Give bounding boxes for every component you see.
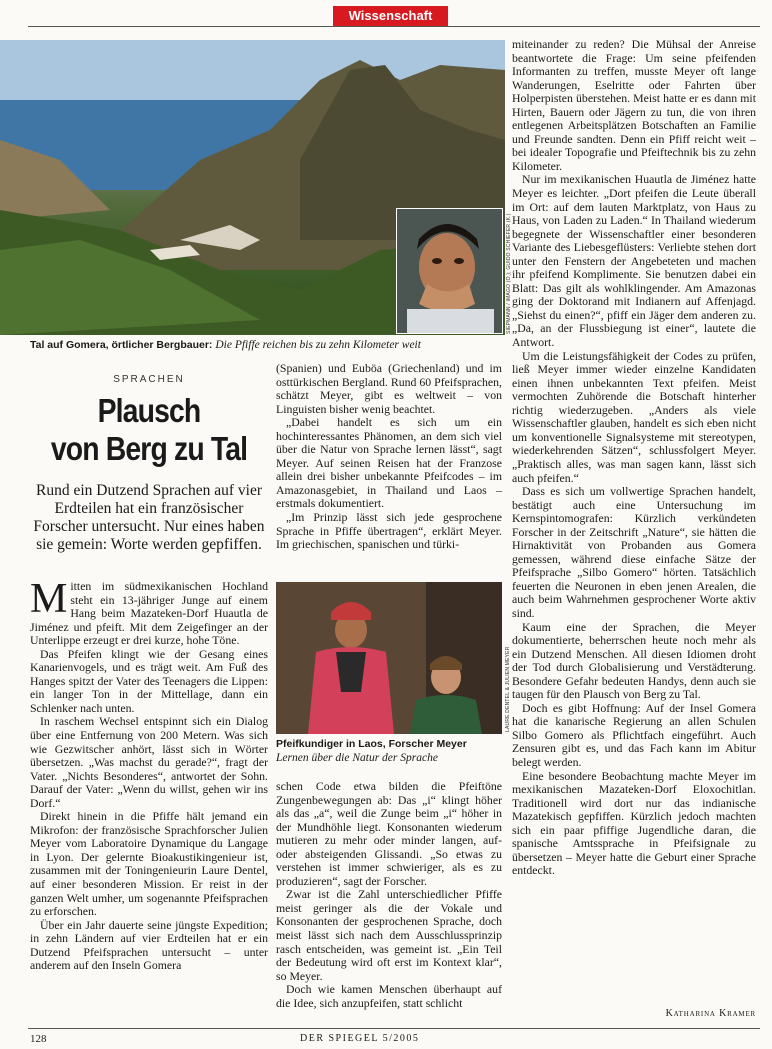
- author-byline: Katharina Kramer: [665, 1008, 756, 1019]
- section-label: Wissenschaft: [333, 6, 448, 26]
- caption-main-italic: Die Pfiffe reichen bis zu zehn Kilometer weit: [215, 339, 421, 351]
- paragraph: Dass es sich um vollwertige Sprachen handelt, bestätigt auch eine Untersuchung im Kernspintomografen: Kürzlich verkündeten Forscher in der Zeitschrift „Nature“, sie hätten die Hirnaktivität von Probanden aus Gomera gemessen, während diese einfache Sätze der Pfeifsprache „Silbo Gomero“ hörten. Tatsächlich feuerten die Neuronen in eben jenen Arealen, die auch beim Wahrnehmen gesprochener Worte aktiv sind.: [512, 484, 756, 620]
- photo-caption-main: [30, 338, 510, 352]
- paragraph: „Im Prinzip lässt sich jede gesprochene Sprache in Pfiffe übertragen“, erklärt Meyer. Im griechischen, spanischen und türki-: [276, 510, 502, 552]
- paragraph: (Spanien) und Euböa (Griechenland) und im osttürkischen Bergland. Rund 60 Pfeifsprachen, schätzt Meyer, gibt es weltweit – von Linguisten bisher wenig beachtet.: [276, 361, 502, 416]
- paragraph: Direkt hinein in die Pfiffe hält jemand ein Mikrofon: der französische Sprachforscher Julien Meyer vom Laboratoire Dynamique du Langage in Lyon. Der gelernte Bioakustikingenieur ist, zusammen mit der Toningenieurin Laure Dentel, auf einer besonderen Mission. Er reist in der ganzen Welt umher, um sogenannte Pfeifsprachen zu erforschen.: [30, 809, 268, 919]
- kicker: SPRACHEN: [113, 374, 185, 385]
- paragraph: Eine besondere Beobachtung machte Meyer im mexikanischen Mazateken-Dorf Eloxochitlan. Traditionell wird dort nur das indianische Mazatekisch gepfiffen. Kürzlich jedoch machten sich ein paar pfiffige Jugendliche daran, die spanische Amtssprache in Pfeifsignale zu übersetzen – Meyer hatte die Geburt einer Sprache entdeckt.: [512, 768, 756, 878]
- paragraph: Nur im mexikanischen Huautla de Jiménez hatte Meyer es leichter. „Dort pfeifen die Leute überall im Ort: auf dem lauten Marktplatz, von Haus zu Haus, von Laden zu Laden.“ In Thailand wiederum begegnete der Wissenschaftler einer besonderen Variante des Liebesgeflüsters: Verliebte stehen dort unter den Fenstern der Angebeteten und machen ihr pfeifend Komplimente. Sie benutzen dabei ein Blatt: Das gilt als wohlklingender. Am Amazonas ging der Doktorand mit Indianern auf Affenjagd. „Siehst du einen?“, pfiff ein Jäger dem anderen zu. „Da, an der Flussbiegung ist einer“, lautete die Antwort.: [512, 172, 756, 350]
- article-column-1: [30, 576, 268, 973]
- article-column-2-bottom: [276, 780, 502, 1010]
- caption-main-bold: Tal auf Gomera, örtlicher Bergbauer:: [30, 339, 213, 351]
- paragraph: miteinander zu reden? Die Mühsal der Anreise beantwortete die Frage: Um seine pfeifenden Informanten zu treffen, musste Meyer oft lange Wanderungen, Eselritte oder Fahrten über Holperpisten überstehen. Meist hatte er es dann mit Hirten, Bauern oder Jägern zu tun, die von ihren entlegenen Arbeitsplätzen Botschaften an Familie und Freunde sandten. Denn ein Pfiff reicht weit – bei idealer Topografie und Pfeiftechnik bis zu zehn Kilometer.: [512, 37, 756, 173]
- headline-line-2: von Berg zu Tal: [50, 430, 248, 467]
- caption-laos-bold: Pfeifkundiger in Laos, Forscher Meyer: [276, 738, 467, 750]
- footer-rule: [28, 1028, 760, 1029]
- headline-line-1: Plausch: [97, 392, 201, 429]
- paragraph: Das Pfeifen klingt wie der Gesang eines Kanarienvogels, und es trägt weit. Am Fuß des Hanges spitzt der Vater des Teenagers die Lippen: ein langer Ton in der Mittellage, dann ein Schlenker nach unten.: [30, 646, 268, 715]
- paragraph: schen Code etwa bilden die Pfeiftöne Zungenbewegungen ab: Das „i“ klingt höher als das „a“, weil die Zunge beim „i“ höher in der Mundhöhle liegt. Konsonanten wiederum mutieren zu mehr oder minder langen, auf- oder absteigenden Glissandi. „So etwas zu verstehen ist immer schwieriger, als es zu produzieren“, sagt der Forscher.: [276, 779, 502, 888]
- article-column-3: [512, 38, 756, 878]
- article-column-2-top: [276, 362, 502, 552]
- laos-illustration: [276, 582, 502, 734]
- photo-credit-main: SIEPMANN / IMAGO (O.); GUIDO SCHIEFER (K.): [506, 213, 512, 334]
- laos-photo: [276, 582, 502, 734]
- headline: [47, 392, 252, 468]
- paragraph: Doch es gibt Hoffnung: Auf der Insel Gomera hat die kanarische Regierung an allen Schulen Silbo Gomero als Pflichtfach eingeführt. Auch Zensuren gibt es, und das Fach kann im Abitur belegt werden.: [512, 700, 756, 769]
- page-number: 128: [30, 1033, 47, 1045]
- paragraph: Doch wie kamen Menschen überhaupt auf die Idee, sich anzupfeifen, statt schlicht: [276, 982, 502, 1010]
- farmer-portrait-inset: [396, 208, 503, 334]
- drop-cap: M: [30, 576, 68, 622]
- portrait-illustration: [397, 209, 503, 334]
- teaser: Rund ein Dutzend Sprachen auf vier Erdteilen hat ein französischer Forscher untersucht. Nur eines haben sie gemein: Worte werden gepfiffen.: [33, 482, 265, 553]
- paragraph: Zwar ist die Zahl unterschiedlicher Pfiffe meist geringer als die der Vokale und Konsonanten der gesprochenen Sprache, doch meist lässt sich nach dem Ausschlussprinzip rasch entscheiden, was gemeint ist. „Ein Teil der Bedeutung wird oft erst im Kontext klar“, so Meyer.: [276, 887, 502, 983]
- paragraph: Mitten im südmexikanischen Hochland steht ein 13-jähriger Junge auf einem Hang beim Mazateken-Dorf Huautla de Jiménez und pfeift. Mit dem Zeigefinger an der Unterlippe erzeugt er drei kurze, hohe Töne.: [30, 576, 268, 648]
- photo-credit-laos: LAURE DENTEL & JULIEN MEYER: [505, 646, 511, 732]
- magazine-issue: DER SPIEGEL 5/2005: [300, 1033, 420, 1044]
- paragraph: „Dabei handelt es sich um ein hochinteressantes Phänomen, an dem sich viel über die Natur von Sprache lernen lässt“, sagt Meyer. Auf seinen Reisen hat der Franzose allein drei bisher unbekannte Pfeifcodes – im Amazonasgebiet, in Thailand und Laos – erstmals dokumentiert.: [276, 415, 502, 511]
- paragraph: Kaum eine der Sprachen, die Meyer dokumentierte, beherrschen heute noch mehr als ein Dutzend Menschen. All diesen Idiomen droht der Tod durch Globalisierung und Verstädterung. Besondere Gefahr bedeuten Handys, denn auch sie taugen für den Plausch von Berg zu Tal.: [512, 619, 756, 702]
- caption-laos-italic: Lernen über die Natur der Sprache: [276, 752, 438, 764]
- photo-caption-laos: [276, 737, 506, 765]
- paragraph: In raschem Wechsel entspinnt sich ein Dialog über eine Entfernung von 200 Metern. Was sich wie Gezwitscher anhört, lässt sich in Wörter übersetzen. „Was machst du gerade?“, fragt der Vater. „Nichts Besonderes“, antwortet der Sohn. Darauf der Vater: „Wenn du willst, gehen wir ins Dorf.“: [30, 714, 268, 810]
- paragraph: Über ein Jahr dauerte seine jüngste Expedition; in zehn Ländern auf vier Erdteilen hat er ein Dutzend Pfeifsprachen untersucht – unter anderem auf den Inseln Gomera: [30, 917, 268, 973]
- paragraph: Um die Leistungsfähigkeit der Codes zu prüfen, ließ Meyer immer wieder einzelne Kandidaten einen ihnen unbekannten Text pfeifen. Meist vermochten Zuhörende die Botschaft hinterher richtig wiederzugeben. „Anders als viele Wissenschaftler glauben, handelt es sich eben nicht um konventionelle Signalsysteme mit stereotypen, wiederkehrenden Sätzen“, schlussfolgert Meyer. „Praktisch alles, was man sagen kann, lässt sich auch pfeifen.“: [512, 348, 756, 485]
- header-rule: [28, 26, 760, 27]
